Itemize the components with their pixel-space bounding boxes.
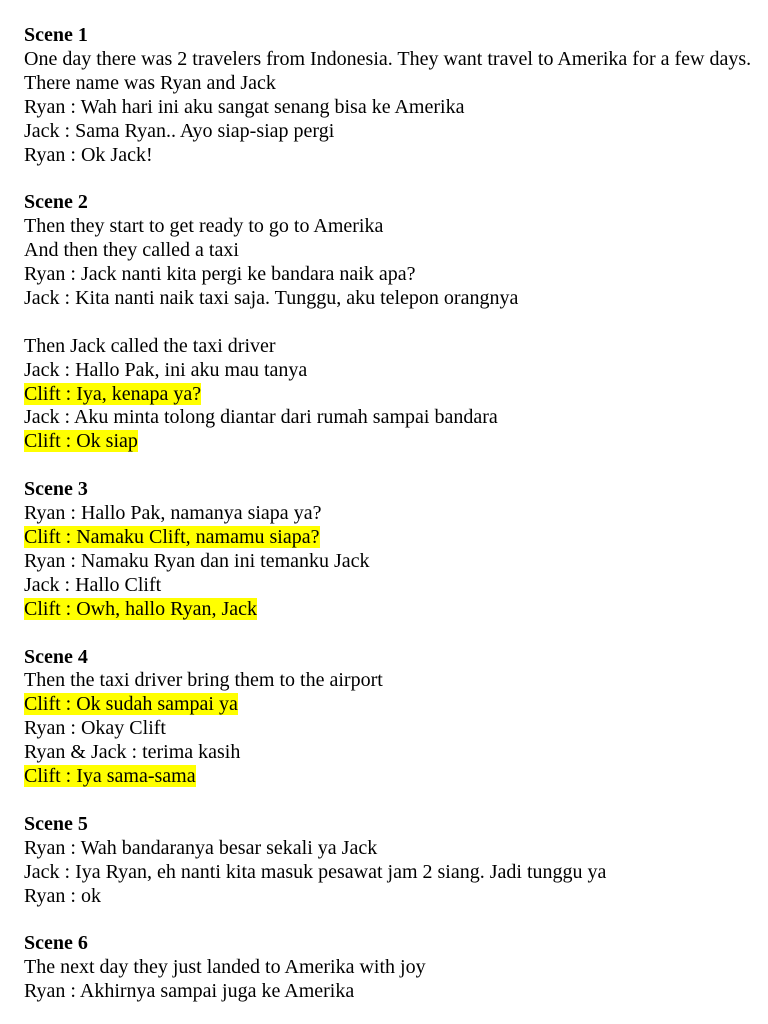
dialogue-line — [24, 741, 754, 765]
scene-title: Scene 3 — [24, 478, 88, 501]
scene-2 — [24, 191, 754, 454]
dialogue-line-highlighted — [24, 526, 754, 550]
scene-title: Scene 5 — [24, 812, 88, 835]
dialogue-line — [24, 406, 754, 430]
scene-3 — [24, 478, 754, 621]
scene-spacer — [24, 908, 754, 932]
dialogue-line — [24, 335, 754, 359]
line-text: One day there was 2 travelers from Indonesia. They want travel to Amerika for a few days. There name was Ryan and Jack — [24, 47, 752, 94]
dialogue-line — [24, 980, 754, 1004]
dialogue-line-highlighted — [24, 430, 754, 454]
line-text: Jack : Aku minta tolong diantar dari rumah sampai bandara — [24, 406, 498, 429]
line-text: Then Jack called the taxi driver — [24, 334, 276, 357]
dialogue-line-highlighted — [24, 693, 754, 717]
scene-title: Scene 1 — [24, 24, 88, 46]
scene-spacer — [24, 622, 754, 646]
dialogue-line — [24, 861, 754, 885]
dialogue-line — [24, 120, 754, 144]
scene-5 — [24, 813, 754, 909]
line-text: And then they called a taxi — [24, 239, 239, 262]
scene-1 — [24, 24, 754, 167]
line-text: Ryan : Wah bandaranya besar sekali ya Jack — [24, 836, 378, 859]
dialogue-line — [24, 215, 754, 239]
line-text: Jack : Hallo Pak, ini aku mau tanya — [24, 358, 308, 381]
line-text: Clift : Owh, hallo Ryan, Jack — [24, 597, 258, 620]
scene-spacer — [24, 789, 754, 813]
dialogue-line-highlighted — [24, 383, 754, 407]
line-text: Ryan : Hallo Pak, namanya siapa ya? — [24, 502, 322, 525]
line-text: Ryan : Namaku Ryan dan ini temanku Jack — [24, 549, 370, 572]
dialogue-line — [24, 956, 754, 980]
line-text: Clift : Ok siap — [24, 430, 138, 453]
dialogue-line — [24, 502, 754, 526]
line-text: Ryan : ok — [24, 884, 101, 907]
dialogue-line — [24, 239, 754, 263]
script-document — [24, 24, 754, 1004]
line-text: Jack : Hallo Clift — [24, 573, 162, 596]
line-text: Ryan & Jack : terima kasih — [24, 741, 241, 764]
line-text: Jack : Iya Ryan, eh nanti kita masuk pesawat jam 2 siang. Jadi tunggu ya — [24, 860, 607, 883]
scene-spacer — [24, 167, 754, 191]
dialogue-line — [24, 837, 754, 861]
dialogue-line — [24, 287, 754, 311]
line-text: Then the taxi driver bring them to the airport — [24, 669, 383, 692]
scene-title: Scene 4 — [24, 645, 88, 668]
line-text: Clift : Namaku Clift, namamu siapa? — [24, 525, 320, 548]
dialogue-line-highlighted — [24, 765, 754, 789]
line-text: Clift : Iya, kenapa ya? — [24, 382, 202, 405]
dialogue-line — [24, 669, 754, 693]
dialogue-line — [24, 574, 754, 598]
dialogue-line — [24, 48, 754, 96]
dialogue-line-highlighted — [24, 598, 754, 622]
dialogue-line — [24, 263, 754, 287]
line-text: Ryan : Wah hari ini aku sangat senang bisa ke Amerika — [24, 95, 465, 118]
dialogue-line — [24, 717, 754, 741]
line-text: Then they start to get ready to go to Amerika — [24, 215, 384, 238]
scene-4 — [24, 646, 754, 789]
line-text: Ryan : Okay Clift — [24, 717, 166, 740]
line-text: Jack : Sama Ryan.. Ayo siap-siap pergi — [24, 119, 335, 142]
scene-title: Scene 6 — [24, 932, 88, 955]
dialogue-line — [24, 885, 754, 909]
line-text: Clift : Iya sama-sama — [24, 765, 196, 788]
line-text: Ryan : Ok Jack! — [24, 143, 153, 166]
dialogue-line — [24, 96, 754, 120]
line-text: Clift : Ok sudah sampai ya — [24, 693, 238, 716]
scene-title: Scene 2 — [24, 191, 88, 214]
dialogue-line — [24, 144, 754, 168]
line-text: The next day they just landed to Amerika with joy — [24, 956, 426, 979]
line-text: Jack : Kita nanti naik taxi saja. Tunggu, aku telepon orangnya — [24, 286, 519, 309]
line-text: Ryan : Akhirnya sampai juga ke Amerika — [24, 980, 355, 1003]
line-text: Ryan : Jack nanti kita pergi ke bandara naik apa? — [24, 263, 416, 286]
dialogue-line — [24, 550, 754, 574]
dialogue-line — [24, 359, 754, 383]
scene-spacer — [24, 454, 754, 478]
scene-6 — [24, 932, 754, 1004]
paragraph-spacer — [24, 311, 754, 335]
